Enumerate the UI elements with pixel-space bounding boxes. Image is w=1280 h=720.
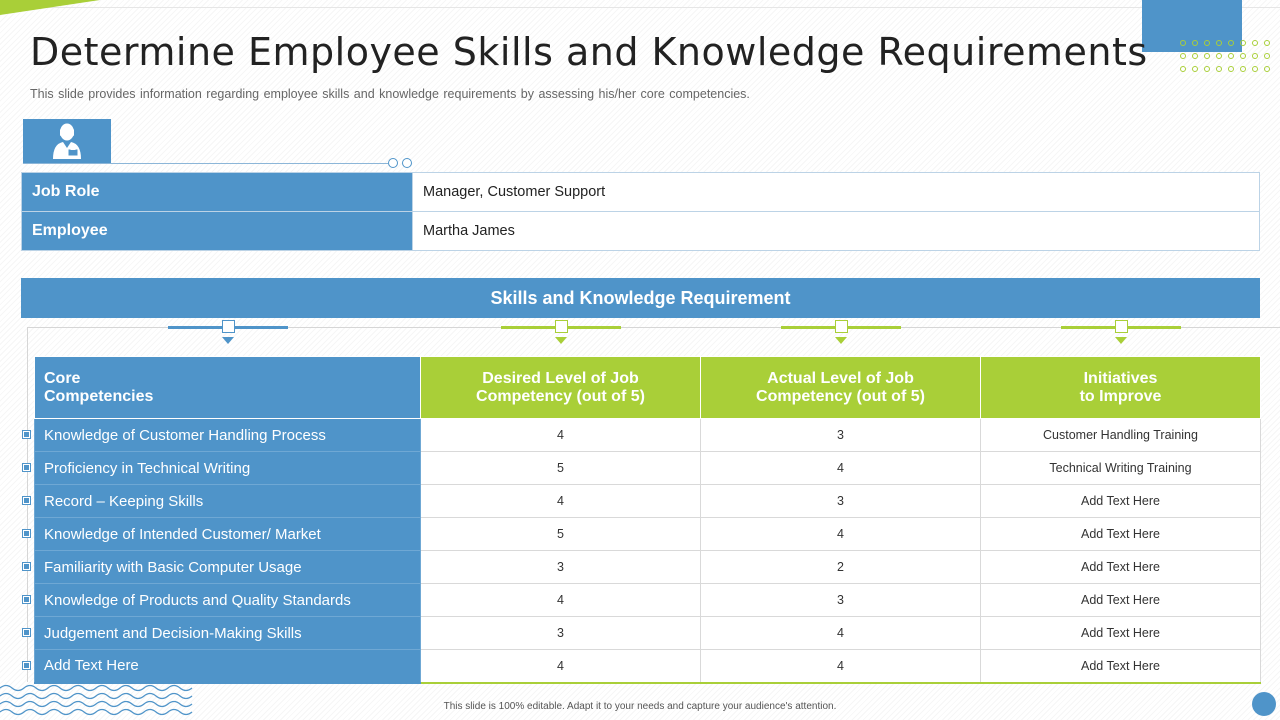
job-role-value: Manager, Customer Support: [413, 173, 1260, 212]
actual-level-cell: 4: [701, 617, 981, 650]
desired-level-cell: 4: [421, 419, 701, 452]
grid-dot: [1252, 53, 1258, 59]
grid-dot: [1192, 40, 1198, 46]
core-competency-cell: Knowledge of Customer Handling Process: [35, 419, 421, 452]
initiative-cell: Customer Handling Training: [981, 419, 1261, 452]
row-bullet-icon: [22, 595, 31, 604]
core-competency-cell: Knowledge of Products and Quality Standards: [35, 584, 421, 617]
header-actual-level: Actual Level of Job Competency (out of 5): [701, 357, 981, 419]
skills-table-header: [35, 357, 1261, 419]
employee-value: Martha James: [413, 212, 1260, 251]
desired-level-cell: 3: [421, 617, 701, 650]
initiative-cell: Add Text Here: [981, 584, 1261, 617]
core-competency-cell: Familiarity with Basic Computer Usage: [35, 551, 421, 584]
grid-dot: [1216, 66, 1222, 72]
initiative-cell: Add Text Here: [981, 551, 1261, 584]
column-marker-desired: [501, 320, 621, 346]
row-bullet-icon: [22, 562, 31, 571]
column-marker-initiatives: [1061, 320, 1181, 346]
page-title: Determine Employee Skills and Knowledge Requirements: [30, 30, 1148, 74]
grid-dot: [1240, 66, 1246, 72]
grid-dot: [1216, 53, 1222, 59]
initiative-cell: Add Text Here: [981, 518, 1261, 551]
grid-dot: [1204, 53, 1210, 59]
grid-dot: [1228, 53, 1234, 59]
grid-dot: [1192, 66, 1198, 72]
core-competency-cell: Record – Keeping Skills: [35, 485, 421, 518]
table-row: [35, 617, 1261, 650]
grid-dot: [1192, 53, 1198, 59]
header-desired-level: Desired Level of Job Competency (out of 5): [421, 357, 701, 419]
dot-grid-decoration: [1180, 40, 1280, 76]
actual-level-cell: 4: [701, 518, 981, 551]
desired-level-cell: 5: [421, 518, 701, 551]
row-bullet-icon: [22, 628, 31, 637]
section-title: Skills and Knowledge Requirement: [21, 278, 1260, 318]
initiative-cell: Add Text Here: [981, 650, 1261, 683]
table-row: [35, 584, 1261, 617]
grid-dot: [1216, 40, 1222, 46]
grid-dot: [1264, 53, 1270, 59]
grid-dot: [1240, 53, 1246, 59]
employee-row: [22, 212, 1260, 251]
corner-circle-decoration: [1252, 692, 1276, 716]
initiative-cell: Add Text Here: [981, 485, 1261, 518]
actual-level-cell: 4: [701, 650, 981, 683]
desired-level-cell: 4: [421, 650, 701, 683]
column-marker-actual: [781, 320, 901, 346]
grid-dot: [1228, 40, 1234, 46]
corner-accent-green: [0, 0, 100, 15]
footer-note: This slide is 100% editable. Adapt it to your needs and capture your audience's attention.: [443, 701, 837, 712]
grid-dot: [1252, 40, 1258, 46]
actual-level-cell: 3: [701, 419, 981, 452]
grid-dot: [1240, 40, 1246, 46]
grid-dot: [1264, 40, 1270, 46]
grid-dot: [1180, 53, 1186, 59]
column-marker-core: [168, 320, 288, 346]
connector-circle: [402, 158, 412, 168]
table-row: [35, 551, 1261, 584]
core-competency-cell: Add Text Here: [35, 650, 421, 683]
grid-dot: [1264, 66, 1270, 72]
employee-label: Employee: [22, 212, 413, 251]
row-bullet-icon: [22, 463, 31, 472]
grid-dot: [1180, 40, 1186, 46]
desired-level-cell: 3: [421, 551, 701, 584]
desired-level-cell: 4: [421, 485, 701, 518]
row-bullet-icon: [22, 430, 31, 439]
connector-circle: [388, 158, 398, 168]
job-role-label: Job Role: [22, 173, 413, 212]
skills-table: [34, 356, 1261, 684]
header-core-competencies: Core Competencies: [35, 357, 421, 419]
grid-dot: [1204, 40, 1210, 46]
core-competency-cell: Proficiency in Technical Writing: [35, 452, 421, 485]
core-competency-cell: Knowledge of Intended Customer/ Market: [35, 518, 421, 551]
actual-level-cell: 4: [701, 452, 981, 485]
page-subtitle: This slide provides information regarding employee skills and knowledge requirements by assessing his/her core competencies.: [30, 87, 750, 101]
row-bullet-icon: [22, 529, 31, 538]
row-bullet-icon: [22, 661, 31, 670]
row-bullet-icon: [22, 496, 31, 505]
core-competency-cell: Judgement and Decision-Making Skills: [35, 617, 421, 650]
desired-level-cell: 4: [421, 584, 701, 617]
top-divider: [0, 7, 1280, 8]
grid-dot: [1228, 66, 1234, 72]
wave-decoration: [0, 682, 200, 718]
avatar: [23, 119, 111, 163]
table-row: [35, 485, 1261, 518]
grid-dot: [1252, 66, 1258, 72]
grid-dot: [1204, 66, 1210, 72]
actual-level-cell: 3: [701, 584, 981, 617]
table-row: [35, 452, 1261, 485]
table-row: [35, 650, 1261, 683]
grid-dot: [1180, 66, 1186, 72]
employee-info-table: [21, 172, 1260, 251]
header-initiatives: Initiatives to Improve: [981, 357, 1261, 419]
job-role-row: [22, 173, 1260, 212]
table-row: [35, 518, 1261, 551]
table-row: [35, 419, 1261, 452]
avatar-underline: [23, 163, 388, 164]
female-employee-icon: [50, 122, 84, 160]
actual-level-cell: 2: [701, 551, 981, 584]
actual-level-cell: 3: [701, 485, 981, 518]
initiative-cell: Add Text Here: [981, 617, 1261, 650]
initiative-cell: Technical Writing Training: [981, 452, 1261, 485]
desired-level-cell: 5: [421, 452, 701, 485]
